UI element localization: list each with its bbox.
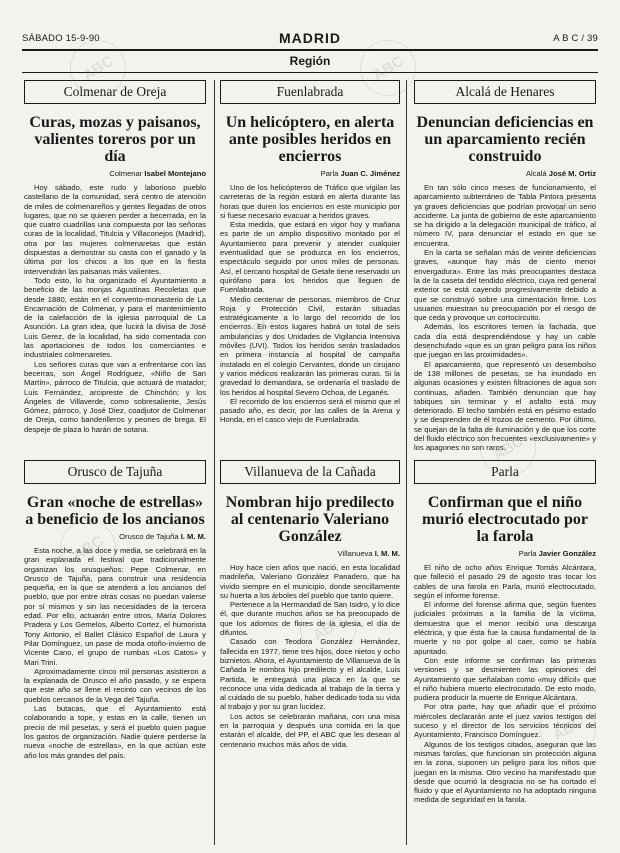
abc-watermark-stamp: ABC: [289, 589, 366, 666]
article-body: [220, 563, 400, 749]
article-paragraph: Todo esto, lo ha organizado el Ayuntamiento a beneficio de las monjas Agustinas Recoletas que desde 1880, están en el convento-monasterio de La Encarnación de Colmenar, y para el mantenimiento de la calefacción de la iglesia parroquial de La Asunción. La gran idea, que lucirá la divisa de José Luis Gerez, de la localidad, ha sido comentada con las aportaciones de todos los comerciantes e industriales colmenaretes.: [24, 275, 206, 360]
article-paragraph: Hoy hace cien años que nació, en esta localidad madrileña, Valeriano González Panadero, que ha vivido siempre en el municipio, donde sencillamente su huerta a los árboles del pueblo que tanto quiere.: [220, 563, 400, 600]
article-villanueva: [214, 460, 406, 850]
article-headline: Denuncian deficiencias en un aparcamiento recién construido: [416, 114, 594, 165]
article-paragraph: Uno de los helicópteros de Tráfico que vigilan las carreteras de la región estará en alerta durante las horas que duren los encierros en este municipio por si fuese necesario evacuar a heridos graves.: [220, 183, 400, 220]
article-location-tag: Orusco de Tajuña: [24, 460, 206, 484]
abc-watermark-stamp: ABC: [59, 29, 136, 106]
article-paragraph: El informe del forense afirma que, según fuentes judiciales próximas a la familia de la víctima, demuestra que el menor recibió una descarga eléctrica, y que ésta fue la causa fundamental de la muerte y no por golpe al caer, como se había apuntado.: [414, 600, 596, 656]
article-paragraph: El aparcamiento, que representó un desembolso de 138 millones de pesetas, se ha inundado en algunas ocasiones y existen filtraciones de agua son continuas, añaden. También denuncian que hay tabiques sin terminar y el asfalto está muy deteriorado. El techo también está en pésimo estado y se desprenden de él trozos de cemento. Por último, se quejan de la falta de iluminación y de que los corte del fluido eléctrico son frecuentes «exclusivamente» y los apagones no son raros.: [414, 359, 596, 452]
byline-place: Parla: [320, 169, 339, 178]
column-right: [406, 80, 598, 850]
abc-watermark-stamp: ABC: [49, 509, 126, 586]
byline-place: Alcalá: [525, 169, 547, 178]
article-paragraph: Medio centenar de personas, miembros de Cruz Roja y Protección Civil, estarán situadas estratégicamente a lo largo del recorrido de los encierros. En estos lugares habrá un total de seis ambulancias y dos Unidades de Vigilancia Intensiva móviles (UVI). Todos los heridos serán trasladados en primera instancia al hospital de campaña instalado en el colegio Cervantes, donde un cirujano y varios médicos realizarán las primeras curas. Si la gravedad lo demandara, se ordenaría el traslado de los heridos al hospital Severo Ochoa, de Leganés.: [220, 294, 400, 397]
article-paragraph: Pertenece a la Hermandad de San Isidro, y lo dice él, que durante muchos años se ha preocupado de que los adornos de flores de la iglesia, el día de difuntos.: [220, 600, 400, 638]
article-body: [24, 183, 206, 434]
article-colmenar: [22, 80, 214, 452]
abc-watermark-stamp: ABC: [349, 29, 426, 106]
article-body: [24, 546, 206, 760]
byline-author: Javier González: [538, 549, 596, 558]
article-headline: Un helicóptero, en alerta ante posibles heridos en encierros: [225, 114, 395, 165]
abc-watermark-stamp: ABC: [529, 689, 606, 766]
masthead-rule: [22, 49, 598, 51]
article-fuenlabrada: [214, 80, 406, 452]
article-paragraph: Esta medida, que estará en vigor hoy y mañana es parte de un amplio dispositivo montado por el Ayuntamiento para prevenir y atender cualquier eventualidad que se produzca en los encierros, espectáculo seguido por unos miles de personas. Así, el cercano hospital de Getafe tiene reservado un quirófano para los heridos que lleguen de Fuenlabrada.: [220, 220, 400, 295]
article-paragraph: Esta noche, a las doce y media, se celebrará en la gran explanada el festival que tradicionalmente organizan los orusqueños: Pepe Colmenar, en Orusco de Tajuña, para construir una residencia pequeña, en la que se atenderá a los ancianos del pueblo, que por entre otras cosas no puedan valerse por sí mismos y sin las necesidades de la tercera edad. Por ello, actuarán entre otros, María Dolores Pradera y Los Gemelos, Alberto Cortez, el humorista Tony Antonio, el Ballet Clásico Español de Laura y Pilar Domínguez, un pase de moda otoño-invierno de Vicente Cano, el grupo de rumbas «Los Catos» y Mari Trini.: [24, 546, 206, 667]
article-byline: [220, 169, 400, 178]
article-paragraph: En tan sólo cinco meses de funcionamiento, el aparcamiento subterráneo de Tabla Pintora presenta ya graves deficiencias que podrían provocar un serio accidente. La junta de gobierno de este aparcamiento se ha dirigido a la delegación municipal de tráfico, al número IV, para denunciar el estado en que se encuentra.: [414, 183, 596, 248]
article-location-tag: Parla: [414, 460, 596, 484]
article-headline: Gran «noche de estrellas» a beneficio de los ancianos: [25, 494, 205, 528]
section-label: Región: [289, 54, 331, 68]
abc-watermark-stamp: ABC: [469, 409, 546, 486]
article-location-tag: Fuenlabrada: [220, 80, 400, 104]
article-paragraph: El recorrido de los encierros será el mismo que el pasado año, es decir, por las calles de la Arena y Honda, en el casco viejo de Fuenlabrada.: [220, 396, 400, 425]
article-paragraph: Casado con Teodora González Hernández, fallecida en 1977, tiene tres hijos, doce nietos y ocho biznietos. Ahora, el Ayuntamiento de Villanueva de la Cañada le nombra hijo predilecto y el alcalde, Luis Partida, le entregará una placa en la que se reconoce una vida dedicada al trabajo de la tierra y al cuidado de su pueblo, haber dedicado toda su vida al trabajo y por su gran lucidez.: [220, 637, 400, 712]
article-paragraph: Algunos de los testigos citados, aseguran que las mismas farolas, que funcionan sin protección alguna en la zona, suponen un peligro para los niños que juegan en la misma. Otro vecino ha manifestado que desde que ocurrió la desgracia no se ha cortado el fluido y que el Ayuntamiento no ha adoptado ninguna medida de seguridad en la farola.: [414, 739, 596, 805]
article-paragraph: Los actos se celebrarán mañana, con una misa en la parroquia y después una comida en la que estarán el alcalde, del PP, el ABC que les desean al centenario muchos más años de vida.: [220, 711, 400, 749]
article-paragraph: Hoy sábado, este rudo y laborioso pueblo castellano de la comunidad, será centro de atención de miles de colmenareños y gentes llegadas de otros lugares, que no se quieren perder a becerrada, en la que cuatro cuadrillas una compuesta por las señoras curas de la localidad, Titulcia y Villaconejos (Madrid), otra por las mujeres colmenaretas que están dispuestas a demostrar su casta con el ganado y la última por los chicos a los que en la fiesta intervendrán las paisanas más valientes.: [24, 183, 206, 276]
article-location-tag: Colmenar de Oreja: [24, 80, 206, 104]
article-byline: [24, 532, 206, 541]
column-left: [22, 80, 214, 850]
abc-watermark-stamp: ABC: [529, 164, 606, 241]
section-rule: [22, 72, 598, 73]
article-paragraph: Las butacas, que el Ayuntamiento está colaborando a tope, y estas en la calle, tienen un precio de mil pesetas, y será el pueblo quien pague los gastos de organización. Nadie quiere perderse la nueva «noche de estrellas», en la que actúan este año los más grandes del país.: [24, 704, 206, 760]
article-headline: Curas, mozas y paisanos, valientes toreros por un día: [29, 114, 201, 165]
article-location-tag: Villanueva de la Cañada: [220, 460, 400, 484]
article-headline: Confirman que el niño murió electrocutado por la farola: [422, 494, 588, 545]
byline-place: Orusco de Tajuña: [119, 532, 179, 541]
article-alcala: [406, 80, 598, 452]
byline-place: Parla: [518, 549, 537, 558]
byline-author: I. M. M.: [180, 532, 206, 541]
article-body: [220, 183, 400, 425]
article-byline: [220, 549, 400, 558]
article-paragraph: Los señores curas que van a enfrentarse con las becerras, son Ángel Rodríguez, «Niño de San Martín», párroco de Titulcia, que actuará de matador; Luis Fernández, arcipreste de Chinchón; y los Ángeles de Villaverde, como sobresaliente, Jesús Gómez, párroco, y José Díez, coadjutor de Colmenar de Oreja, como banderilleros y peones de brega. El despeje de plaza lo harán de sotana.: [24, 359, 206, 434]
article-paragraph: Por otra parte, hay que añadir que el próximo miércoles declararán ante el juez varios testigos del suceso y el director de los servicios técnicos del Ayuntamiento, Francisco Domínguez.: [414, 702, 596, 740]
article-body: [414, 183, 596, 452]
article-paragraph: Con este informe se confirman las primeras versiones y se desmienten las opiniones del Ayuntamiento que señalaban como «muy difícil» que el niño hubiera muerto electrocutado. De esto modo, pudiera producir la muerte de Enrique Alcántara.: [414, 655, 596, 703]
article-body: [414, 563, 596, 805]
article-location-tag: Alcalá de Henares: [414, 80, 596, 104]
masthead: [22, 30, 598, 47]
byline-author: José M. Ortiz: [548, 169, 596, 178]
issue-date: SÁBADO 15-9-90: [22, 33, 100, 44]
article-orusco: [22, 460, 214, 850]
section-title: MADRID: [279, 30, 341, 46]
byline-author: Isabel Montejano: [144, 169, 206, 178]
byline-place: Villanueva: [337, 549, 373, 558]
byline-author: Juan C. Jiménez: [340, 169, 400, 178]
column-center: [214, 80, 406, 850]
byline-author: I. M. M.: [374, 549, 400, 558]
article-byline: [414, 549, 596, 558]
article-paragraph: Aproximadamente cinco mil personas asistieron a la explanada de Orusco el año pasado, y se espera que este año se llene el recinto con vecinos de los pueblos cercanos de la Vega del Tajuña.: [24, 666, 206, 704]
article-paragraph: En la carta se señalan más de veinte deficiencias graves, «aunque hay más de ciento menor envergadura». Entre las más preocupantes destaca la de la caseta del tendido eléctrico, cuya red general exterior se está cayendo progresivamente debido a que se construyó sobre una cimentación firme. Los usuarios muestran su preocupación por el riesgo de que ceda y provoque un cortocircuito.: [414, 248, 596, 323]
article-byline: [24, 169, 206, 178]
abc-watermark-stamp: ABC: [219, 289, 296, 366]
byline-place: Colmenar: [109, 169, 143, 178]
article-paragraph: El niño de ocho años Enrique Tomás Alcántara, que falleció el pasado 29 de agosto tras tocar los cables de una farola en Parla, murió electrocutado, según el informe forense.: [414, 563, 596, 600]
article-headline: Nombran hijo predilecto al centenario Valeriano González: [225, 494, 395, 545]
article-parla: [406, 460, 598, 850]
article-paragraph: Además, los escritores temen la fachada, que cada día está desprendiéndose y hay un cable desenchufado «que es un gran peligro para los niños que juegan en las proximidades».: [414, 322, 596, 360]
page-number: A B C / 39: [553, 33, 598, 44]
article-byline: [414, 169, 596, 178]
